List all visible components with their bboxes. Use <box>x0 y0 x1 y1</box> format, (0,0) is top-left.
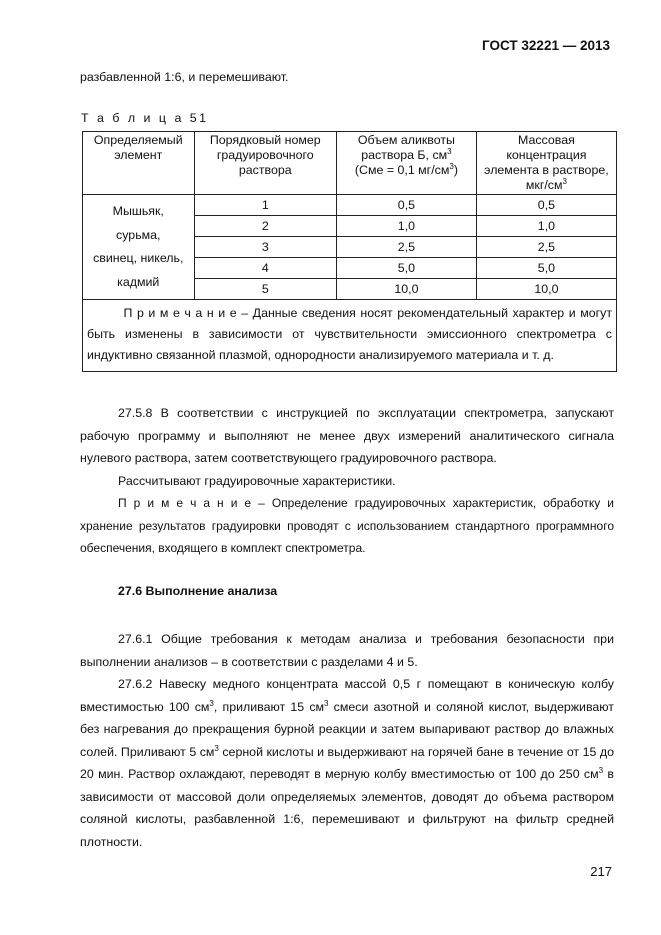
concentration: 2,5 <box>476 237 616 258</box>
calibration-table <box>82 131 617 372</box>
aliquot-volume: 1,0 <box>337 216 477 237</box>
table-header-row <box>83 132 617 195</box>
table-note: П р и м е ч а н и е – Данные сведения носят рекомендательный характер и могут быть изменены в зависимости от чувствительности эмиссионного спектрометра с индуктивно связанной плазмой, однородности анализируемого материала и т. д. <box>83 300 617 372</box>
paragraph-27-6-2: 27.6.2 Навеску медного концентрата массой 0,5 г помещают в коническую колбу вместимостью 100 $см^3$, приливают 15 $см^3$ смеси азотной и соляной кислот, выдерживают без нагревания до прекращения бурной реакции и затем выпаривают раствор до влажных солей. Приливают 5 $см^3$ серной кислоты и выдерживают на горячей бане в течение от 15 до 20 мин. Раствор охлаждают, переводят в мерную колбу вместимостью от 100 до 250 $см^3$ в зависимости от массовой доли определяемых элементов, доводят до объема раствором соляной кислоты, разбавленной 1:6, перемешивают и фильтруют на фильтр средней плотности. <box>80 677 614 849</box>
continued-text: разбавленной 1:6, и перемешивают. <box>80 70 289 84</box>
table-note-row <box>83 300 617 372</box>
solution-number: 2 <box>194 216 336 237</box>
header-element: Определяемый элемент <box>83 132 195 195</box>
table-row <box>83 195 617 216</box>
paragraph-27-6-1: 27.6.1 Общие требования к методам анализа и требования безопасности при выполнении анализов – в соответствии с разделами 4 и 5. <box>80 632 614 669</box>
solution-number: 5 <box>194 279 336 300</box>
note-label: П р и м е ч а н и е <box>118 496 252 510</box>
paragraph-calibration: Рассчитывают градуировочные характеристики. <box>118 474 396 488</box>
note-text: Данные сведения носят рекомендательный характер и могут быть изменены в зависимости от чувствительности эмиссионного спектрометра с индуктивно связанной плазмой, однородности анализируемого материала и т. д. <box>87 306 612 362</box>
header-solution-number: Порядковый номер градуировочного раствора <box>194 132 336 195</box>
aliquot-volume: 10,0 <box>337 279 477 300</box>
note-paragraph: П р и м е ч а н и е – Определение градуировочных характеристик, обработку и хранение результатов градуировки проводят с использованием стандартного программного обеспечения, входящего в комплект спектрометра. <box>80 496 614 555</box>
header-mass-concentration: Массовая концентрация элемента в растворе, мкг/$см^3$ <box>476 132 616 195</box>
solution-number: 1 <box>194 195 336 216</box>
paragraph-27-5-8: 27.5.8 В соответствии с инструкцией по эксплуатации спектрометра, запускают рабочую программу и выполняют не менее двух измерений аналитического сигнала нулевого раствора, затем соответствующего градуировочного раствора. <box>80 406 614 465</box>
header-aliquot-volume: Объем аликвоты раствора Б, $см^3$ (Сме = 0,1 $мг/см^3$) <box>337 132 477 195</box>
aliquot-volume: 0,5 <box>337 195 477 216</box>
page-number: 217 <box>590 864 612 879</box>
concentration: 0,5 <box>476 195 616 216</box>
concentration: 5,0 <box>476 258 616 279</box>
aliquot-volume: 2,5 <box>337 237 477 258</box>
aliquot-volume: 5,0 <box>337 258 477 279</box>
element-cell: Мышьяк, сурьма, свинец, никель, кадмий <box>83 195 195 300</box>
concentration: 1,0 <box>476 216 616 237</box>
note-label: П р и м е ч а н и е <box>123 306 237 320</box>
note-text: Определение градуировочных характеристик, обработку и хранение результатов градуировки проводят с использованием стандартного программного обеспечения, входящего в комплект спектрометра. <box>80 496 614 555</box>
concentration: 10,0 <box>476 279 616 300</box>
document-header: ГОСТ 32221 — 2013 <box>482 38 610 53</box>
table-caption: Т а б л и ц а 51 <box>81 111 209 125</box>
solution-number: 4 <box>194 258 336 279</box>
section-title: 27.6 Выполнение анализа <box>118 584 278 598</box>
solution-number: 3 <box>194 237 336 258</box>
